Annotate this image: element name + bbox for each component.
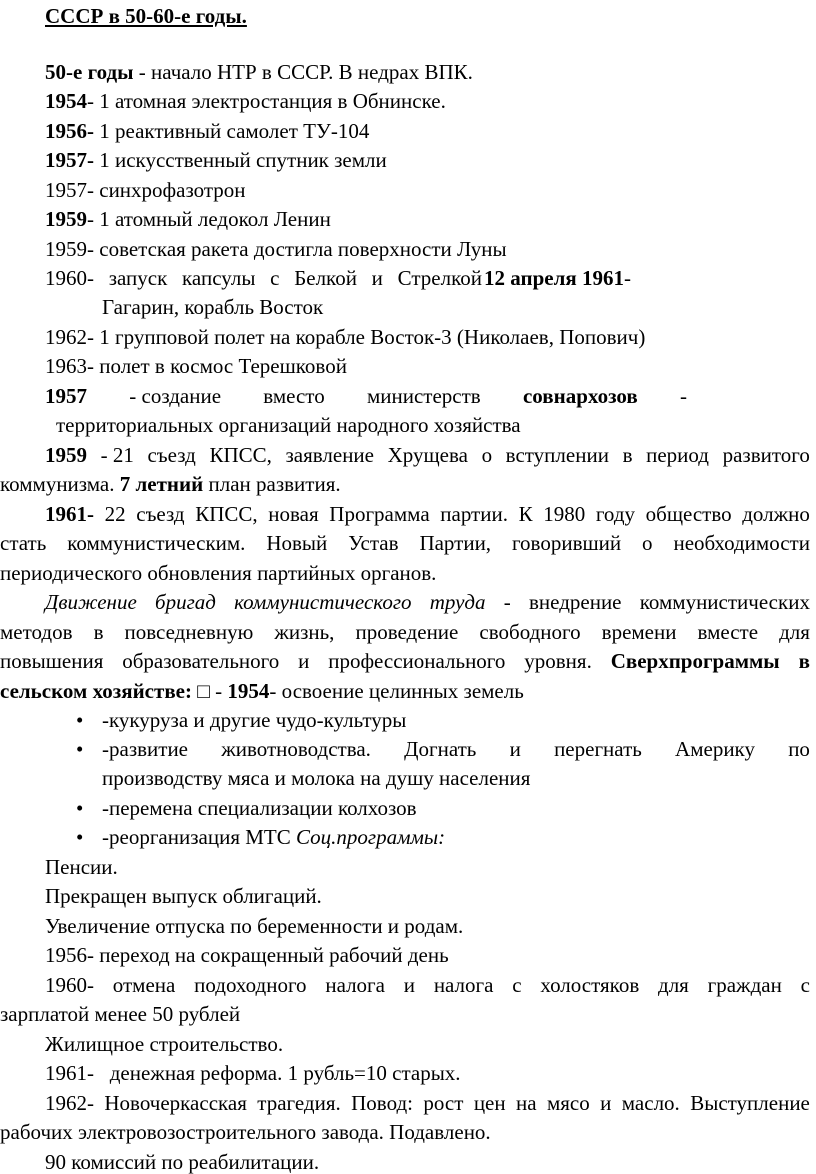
bullet-icon: • [76,708,84,732]
text-line: 1960- отмена подоходного налога и налога с холостяков для граждан с [45,973,810,997]
text-line: 1963- полет в космос Терешковой [45,354,347,378]
text-line: 12 апреля 1961- [484,266,631,290]
text-line: рабочих электровозостроительного завода. Подавлено. [0,1120,491,1144]
text-line: Гагарин, корабль Восток [102,295,324,319]
text-line: Пенсии. [45,855,118,879]
text-line: 50-е годы - начало НТР в СССР. В недрах ВПК. [45,60,473,84]
text-line: сельском хозяйстве: □ - 1954- освоение целинных земель [0,679,524,703]
text-line: Движение бригад коммунистического труда - внедрение коммунистических [45,590,810,614]
text-line: 1957- синхрофазотрон [45,178,246,202]
bullet-icon: • [76,796,84,820]
text-line: 1960- запуск капсулы с Белкой и Стрелкой [45,266,482,290]
list-item-continuation: производству мяса и молока на душу населения [102,766,531,790]
text-line: 1957- 1 искусственный спутник земли [45,148,387,172]
text-line: 1959- советская ракета достигла поверхности Луны [45,237,507,261]
text-line: 90 комиссий по реабилитации. [45,1150,320,1174]
text-line: 1962- 1 групповой полет на корабле Восток-3 (Николаев, Попович) [45,325,646,349]
bullet-icon: • [76,737,84,761]
text-line: Жилищное строительство. [45,1032,284,1056]
text-line: 1962- Новочеркасская трагедия. Повод: рост цен на мясо и масло. Выступление [45,1091,810,1115]
text-line: 1959- 1 атомный ледокол Ленин [45,207,331,231]
text-line: зарплатой менее 50 рублей [0,1002,241,1026]
list-item: -реорганизация МТС Соц.программы: [102,825,446,849]
page-title: СССР в 50-60-е годы. [45,4,247,28]
text-line: повышения образовательного и профессионального уровня. Сверхпрограммы в [0,649,810,673]
text-line: 1956- переход на сокращенный рабочий день [45,943,449,967]
text-line: 1954- 1 атомная электростанция в Обнинске. [45,89,446,113]
text-line: Прекращен выпуск облигаций. [45,884,322,908]
list-item: -кукуруза и другие чудо-культуры [102,708,407,732]
text-line: 1961- 22 съезд КПСС, новая Программа партии. К 1980 году общество должно [45,502,810,526]
bullet-icon: • [76,825,84,849]
text-line: 1959 - 21 съезд КПСС, заявление Хрущева о вступлении в период развитого [45,443,810,467]
text-line: коммунизма. 7 летний план развития. [0,472,341,496]
text-line: 1956- 1 реактивный самолет ТУ-104 [45,119,370,143]
text-line: 1957 - создание вместо министерств совнархозов - [45,384,687,408]
text-line: 1961- денежная реформа. 1 рубль=10 старых. [45,1061,461,1085]
list-item: -перемена специализации колхозов [102,796,417,820]
text-line: территориальных организаций народного хозяйства [56,413,521,437]
list-item: -развитие животноводства. Догнать и перегнать Америку по [102,737,810,761]
text-line: периодического обновления партийных органов. [0,561,437,585]
text-line: стать коммунистическим. Новый Устав Партии, говоривший о необходимости [0,531,810,555]
text-line: методов в повседневную жизнь, проведение свободного времени вместе для [0,620,810,644]
text-line: Увеличение отпуска по беременности и родам. [45,914,464,938]
